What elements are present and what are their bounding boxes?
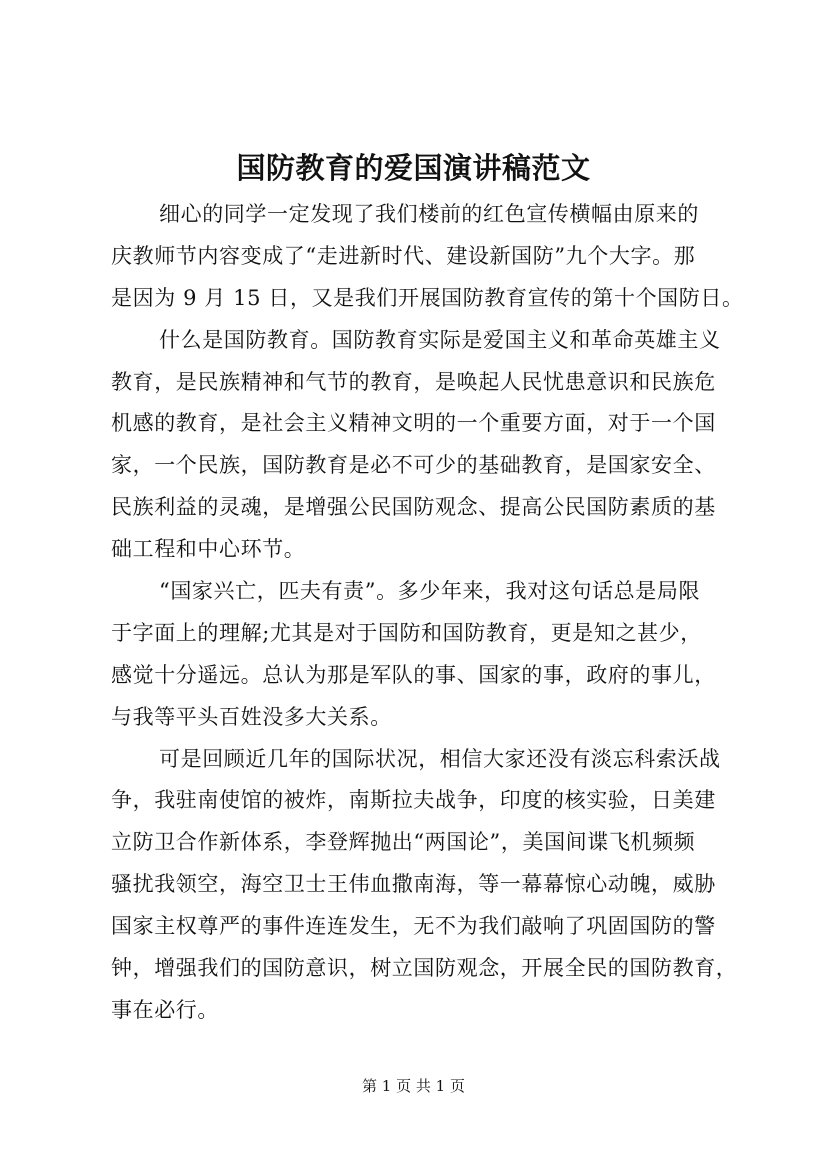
paragraph-line: 庆教师节内容变成了“走进新时代、建设新国防”九个大字。那 [111, 243, 696, 268]
document-body [111, 194, 744, 1032]
paragraph-line: 事在必行。 [111, 997, 219, 1022]
paragraph-line: 家，一个民族，国防教育是必不可少的基础教育，是国家安全、 [111, 453, 716, 478]
paragraph-3 [111, 571, 731, 739]
paragraph-line: 础工程和中心环节。 [111, 537, 306, 562]
paragraph-line: 争，我驻南使馆的被炸，南斯拉夫战争，印度的核实验，日美建 [111, 788, 716, 813]
paragraph-line: 与我等平头百姓没多大关系。 [111, 704, 392, 729]
paragraph-line: “国家兴亡，匹夫有责”。多少年来，我对这句话总是局限 [159, 579, 701, 604]
paragraph-line: 细心的同学一定发现了我们楼前的红色宣传横幅由原来的 [159, 202, 699, 226]
paragraph-line: 感觉十分遥远。总认为那是军队的事、国家的事，政府的事儿， [111, 662, 716, 687]
document-title: 国防教育的爱国演讲稿范文 [236, 151, 591, 185]
paragraph-2 [111, 320, 731, 571]
paragraph-line: 教育，是民族精神和气节的教育，是唤起人民忧患意识和民族危 [111, 369, 716, 394]
paragraph-line: 立防卫合作新体系，李登辉抛出“两国论”，美国间谍飞机频频 [111, 830, 696, 855]
paragraph-line: 钟，增强我们的国防意识，树立国防观念，开展全民的国防教育， [111, 956, 738, 981]
page-number-footer: 第 1 页 共 1 页 [362, 1077, 465, 1095]
paragraph-1 [111, 194, 744, 320]
paragraph-line: 可是回顾近几年的国际状况，相信大家还没有淡忘科索沃战 [159, 746, 721, 771]
paragraph-4 [111, 739, 738, 1032]
paragraph-line: 骚扰我领空，海空卫士王伟血撒南海，等一幕幕惊心动魄，威胁 [111, 872, 716, 897]
paragraph-line: 国家主权尊严的事件连连发生，无不为我们敲响了巩固国防的警 [111, 914, 716, 939]
paragraph-line: 是因为 9 月 15 日，又是我们开展国防教育宣传的第十个国防日。 [111, 285, 744, 310]
paragraph-line: 民族利益的灵魂，是增强公民国防观念、提高公民国防素质的基 [111, 495, 716, 520]
paragraph-line: 什么是国防教育。国防教育实际是爱国主义和革命英雄主义 [159, 327, 721, 352]
paragraph-line: 于字面上的理解;尤其是对于国防和国防教育，更是知之甚少， [111, 620, 702, 645]
paragraph-line: 机感的教育，是社会主义精神文明的一个重要方面，对于一个国 [111, 411, 716, 436]
